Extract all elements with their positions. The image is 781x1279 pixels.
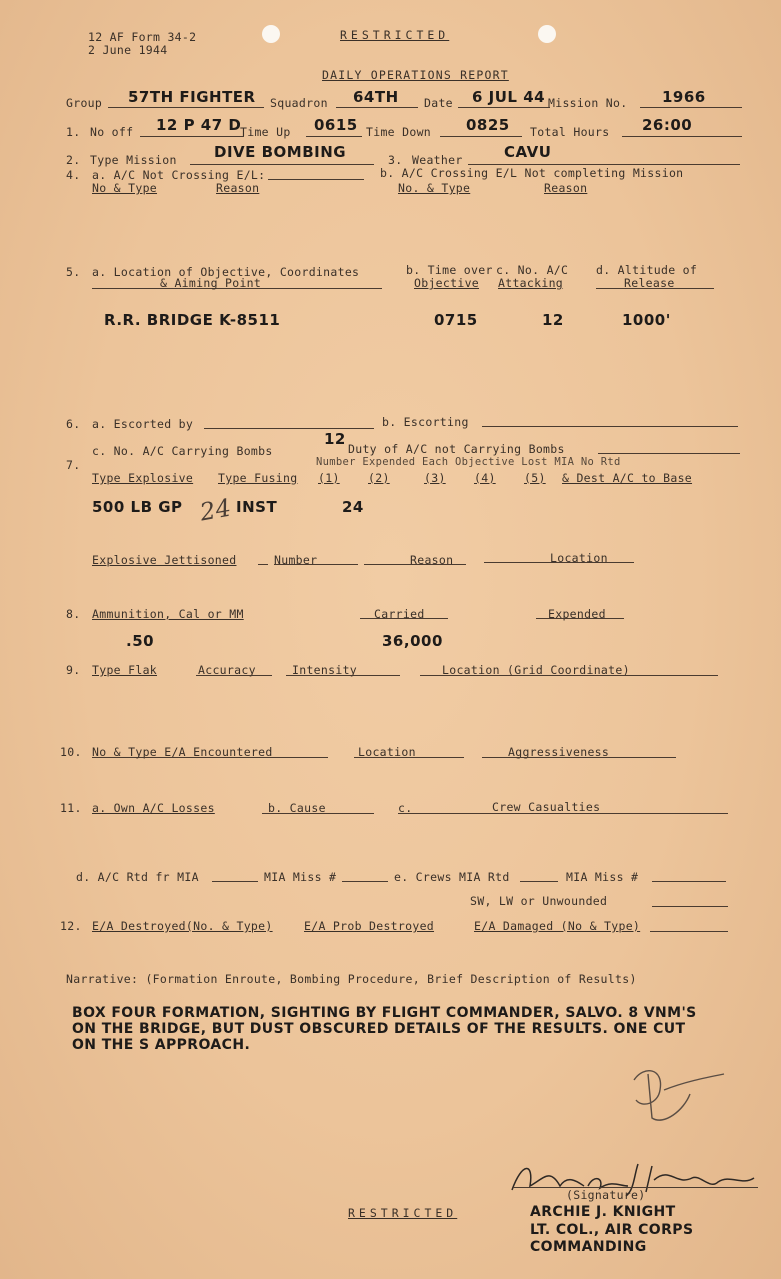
col-4: (4) — [474, 471, 496, 485]
weather-label: Weather — [412, 153, 463, 167]
handwritten-mark: 24 — [197, 493, 234, 527]
accuracy-label: Accuracy — [198, 663, 256, 677]
field-line — [140, 136, 244, 137]
field-line — [190, 164, 374, 165]
fusing-value: INST — [236, 498, 278, 516]
field-line — [268, 179, 364, 180]
altitude-value: 1000' — [622, 311, 671, 329]
signatory-role: COMMANDING — [530, 1239, 647, 1255]
field-line — [420, 675, 718, 676]
col-2: (2) — [368, 471, 390, 485]
line4-num: 4. — [66, 168, 81, 182]
col-1: (1) — [318, 471, 340, 485]
col-3: (3) — [424, 471, 446, 485]
ea-prob-destroyed-label: E/A Prob Destroyed — [304, 919, 435, 933]
type-mission-value: DIVE BOMBING — [214, 143, 347, 161]
line5-num: 5. — [66, 265, 81, 279]
field-line — [212, 881, 258, 882]
field-line — [196, 675, 272, 676]
field-line — [258, 564, 268, 565]
time-over-value: 0715 — [434, 311, 478, 329]
field-line — [364, 564, 466, 565]
field-line — [336, 107, 418, 108]
aiming-point-label: & Aiming Point — [160, 276, 262, 290]
field-line — [652, 881, 726, 882]
no-ac-value: 12 — [542, 311, 564, 329]
punch-hole — [262, 25, 280, 43]
mia-miss-label: MIA Miss # — [264, 870, 337, 884]
jettison-location-label: Location — [550, 551, 608, 565]
narrative-line-2: ON THE BRIDGE, BUT DUST OBSCURED DETAILS OF THE RESULTS. ONE CUT — [72, 1021, 686, 1037]
field-line — [598, 453, 740, 454]
field-line — [622, 136, 742, 137]
line7-num: 7. — [66, 458, 81, 472]
c-label: c. — [398, 801, 413, 815]
time-down-value: 0825 — [466, 116, 510, 134]
time-up-label: Time Up — [240, 125, 291, 139]
own-losses-label: a. Own A/C Losses — [92, 801, 215, 815]
total-hours-value: 26:00 — [642, 116, 693, 134]
field-line — [108, 107, 264, 108]
jettison-number-label: Number — [274, 553, 318, 567]
field-line — [650, 931, 728, 932]
line9-num: 9. — [66, 663, 81, 677]
ea-damaged-label: E/A Damaged (No & Type) — [474, 919, 641, 933]
group-label: Group — [66, 96, 103, 110]
objective-location-label: a. Location of Objective, Coordinates — [92, 265, 360, 279]
duty-label: Duty of A/C not Carrying Bombs — [348, 442, 565, 456]
narrative-label: Narrative: (Formation Enroute, Bombing Procedure, Brief Description of Results) — [66, 972, 637, 986]
wounded-label: SW, LW or Unwounded — [470, 894, 608, 908]
field-line — [458, 107, 550, 108]
line3-num: 3. — [388, 153, 403, 167]
time-over-label: b. Time over — [406, 263, 493, 277]
signature-line — [512, 1187, 758, 1188]
escorted-by-label: a. Escorted by — [92, 417, 194, 431]
line10-num: 10. — [60, 745, 82, 759]
attacking-label: Attacking — [498, 276, 564, 290]
carried-label: Carried — [374, 607, 425, 621]
field-line — [640, 107, 742, 108]
number-expended-header: Number Expended Each Objective Lost MIA No Rtd — [316, 456, 621, 468]
line11-num: 11. — [60, 801, 82, 815]
field-line — [536, 618, 624, 619]
line1-num: 1. — [66, 125, 81, 139]
objective-location-value: R.R. BRIDGE K-8511 — [104, 311, 281, 329]
reason-header-2: Reason — [544, 181, 588, 195]
expended-label: Expended — [548, 607, 606, 621]
weather-value: CAVU — [504, 143, 552, 161]
line6-num: 6. — [66, 417, 81, 431]
jettisoned-label: Explosive Jettisoned — [92, 553, 237, 567]
field-line — [482, 426, 738, 427]
field-line — [520, 881, 558, 882]
field-line — [354, 757, 464, 758]
mission-value: 1966 — [662, 88, 706, 106]
aircraft-off-label: No off — [90, 125, 134, 139]
not-crossing-label: a. A/C Not Crossing E/L: — [92, 168, 266, 182]
mission-label: Mission No. — [548, 96, 628, 110]
caliber-value: .50 — [126, 632, 155, 650]
total-hours-label: Total Hours — [530, 125, 610, 139]
escorting-label: b. Escorting — [382, 415, 469, 429]
field-line — [440, 136, 522, 137]
ac-carrying-bombs-label: c. No. A/C Carrying Bombs — [92, 444, 273, 458]
group-value: 57TH FIGHTER — [128, 88, 256, 106]
field-line — [360, 618, 448, 619]
cause-label: b. Cause — [268, 801, 326, 815]
line2-num: 2. — [66, 153, 81, 167]
reason-header: Reason — [216, 181, 260, 195]
aircraft-off-value: 12 P 47 D — [156, 116, 242, 134]
field-line — [92, 757, 328, 758]
ea-encountered-label: No & Type E/A Encountered — [92, 745, 273, 759]
explosive-value: 500 LB GP — [92, 498, 183, 516]
initials-scribble — [624, 1060, 734, 1130]
mia-miss-label-2: MIA Miss # — [566, 870, 639, 884]
time-up-value: 0615 — [314, 116, 358, 134]
squadron-label: Squadron — [270, 96, 328, 110]
classification-bottom: RESTRICTED — [348, 1206, 458, 1220]
col-5: (5) — [524, 471, 546, 485]
col1-value: 24 — [342, 498, 364, 516]
flak-location-label: Location (Grid Coordinate) — [442, 663, 630, 677]
field-line — [342, 881, 388, 882]
ea-destroyed-label: E/A Destroyed(No. & Type) — [92, 919, 273, 933]
date-label: Date — [424, 96, 453, 110]
dest-label: & Dest A/C to Base — [562, 471, 693, 485]
ac-carrying-bombs-value: 12 — [324, 430, 346, 448]
field-line — [484, 562, 634, 563]
crossing-label: b. A/C Crossing E/L Not completing Mission — [380, 166, 684, 180]
crew-casualties-label: Crew Casualties — [492, 800, 601, 814]
field-line — [306, 136, 362, 137]
field-line — [652, 906, 728, 907]
punch-hole — [538, 25, 556, 43]
line12-num: 12. — [60, 919, 82, 933]
no-type-header: No & Type — [92, 181, 158, 195]
field-line — [468, 164, 740, 165]
altitude-label: d. Altitude of — [596, 263, 698, 277]
form-id: 12 AF Form 34-2 — [88, 30, 197, 44]
field-line — [274, 564, 358, 565]
signatory-name: ARCHIE J. KNIGHT — [530, 1204, 676, 1220]
signature-label: (Signature) — [566, 1188, 646, 1202]
time-down-label: Time Down — [366, 125, 432, 139]
field-line — [286, 675, 400, 676]
jettison-reason-label: Reason — [410, 553, 454, 567]
ea-location-label: Location — [358, 745, 416, 759]
narrative-line-1: BOX FOUR FORMATION, SIGHTING BY FLIGHT COMMANDER, SALVO. 8 VNM'S — [72, 1005, 697, 1021]
signatory-rank: LT. COL., AIR CORPS — [530, 1222, 694, 1238]
field-line — [262, 813, 374, 814]
aggressiveness-label: Aggressiveness — [508, 745, 610, 759]
field-line — [204, 428, 374, 429]
no-type-header-2: No. & Type — [398, 181, 471, 195]
narrative-line-3: ON THE S APPROACH. — [72, 1037, 251, 1053]
type-explosive-label: Type Explosive — [92, 471, 194, 485]
line8-num: 8. — [66, 607, 81, 621]
release-label: Release — [624, 276, 675, 290]
classification-top: RESTRICTED — [340, 28, 450, 42]
form-title: DAILY OPERATIONS REPORT — [322, 68, 509, 82]
squadron-value: 64TH — [353, 88, 399, 106]
intensity-label: Intensity — [292, 663, 358, 677]
carried-value: 36,000 — [382, 632, 443, 650]
type-mission-label: Type Mission — [90, 153, 177, 167]
no-ac-label: c. No. A/C — [496, 263, 569, 277]
objective-label: Objective — [414, 276, 480, 290]
ammunition-label: Ammunition, Cal or MM — [92, 607, 244, 621]
date-value: 6 JUL 44 — [472, 88, 546, 106]
type-flak-label: Type Flak — [92, 663, 158, 677]
field-line — [482, 757, 676, 758]
type-fusing-label: Type Fusing — [218, 471, 298, 485]
form-date: 2 June 1944 — [88, 43, 168, 57]
crews-mia-rtd-label: e. Crews MIA Rtd — [394, 870, 510, 884]
ac-rtd-mia-label: d. A/C Rtd fr MIA — [76, 870, 199, 884]
